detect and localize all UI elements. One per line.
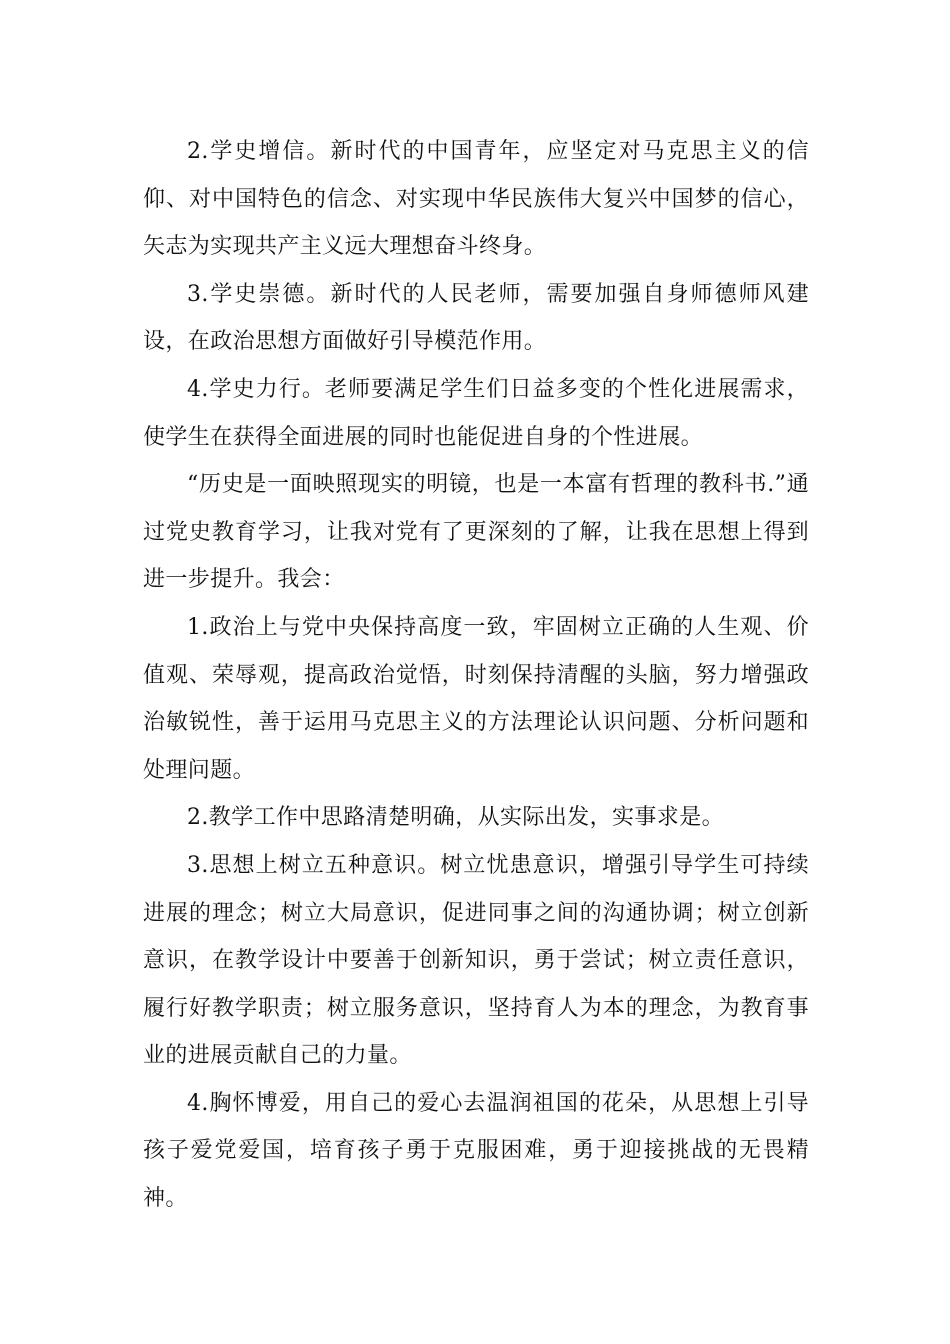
paragraph-study-history-confidence: 2.学史增信。新时代的中国青年，应坚定对马克思主义的信仰、对中国特色的信念、对实现中华民族伟大复兴中国梦的信心，矢志为实现共产主义远大理想奋斗终身。 [143, 139, 809, 260]
paragraph-pledge-love: 4.胸怀博爱，用自己的爱心去温润祖国的花朵，从思想上引导孩子爱党爱国，培育孩子勇于克服困难，勇于迎接挑战的无畏精神。 [143, 1090, 809, 1212]
paragraph-study-history-practice: 4.学史力行。老师要满足学生们日益多变的个性化进展需求，使学生在获得全面进展的同时也能促进自身的个性进展。 [143, 376, 809, 450]
paragraph-pledge-political: 1.政治上与党中央保持高度一致，牢固树立正确的人生观、价值观、荣辱观，提高政治觉悟，时刻保持清醒的头脑，努力增强政治敏锐性，善于运用马克思主义的方法理论认识问题、分析问题和处理问题。 [143, 614, 809, 783]
paragraph-study-history-virtue: 3.学史崇德。新时代的人民老师，需要加强自身师德师风建设，在政治思想方面做好引导模范作用。 [143, 281, 809, 355]
paragraph-history-quote: “历史是一面映照现实的明镜，也是一本富有哲理的教科书.”通过党史教育学习，让我对党有了更深刻的了解，让我在思想上得到进一步提升。我会： [143, 472, 809, 593]
document-body [143, 128, 809, 1223]
paragraph-pledge-teaching: 2.教学工作中思路清楚明确，从实际出发，实事求是。 [187, 805, 724, 831]
paragraph-pledge-five-awareness: 3.思想上树立五种意识。树立忧患意识，增强引导学生可持续进展的理念；树立大局意识，促进同事之间的沟通协调；树立创新意识，在教学设计中要善于创新知识，勇于尝试；树立责任意识，履行好教学职责；树立服务意识，坚持育人为本的理念，为教育事业的进展贡献自己的力量。 [143, 852, 809, 1069]
